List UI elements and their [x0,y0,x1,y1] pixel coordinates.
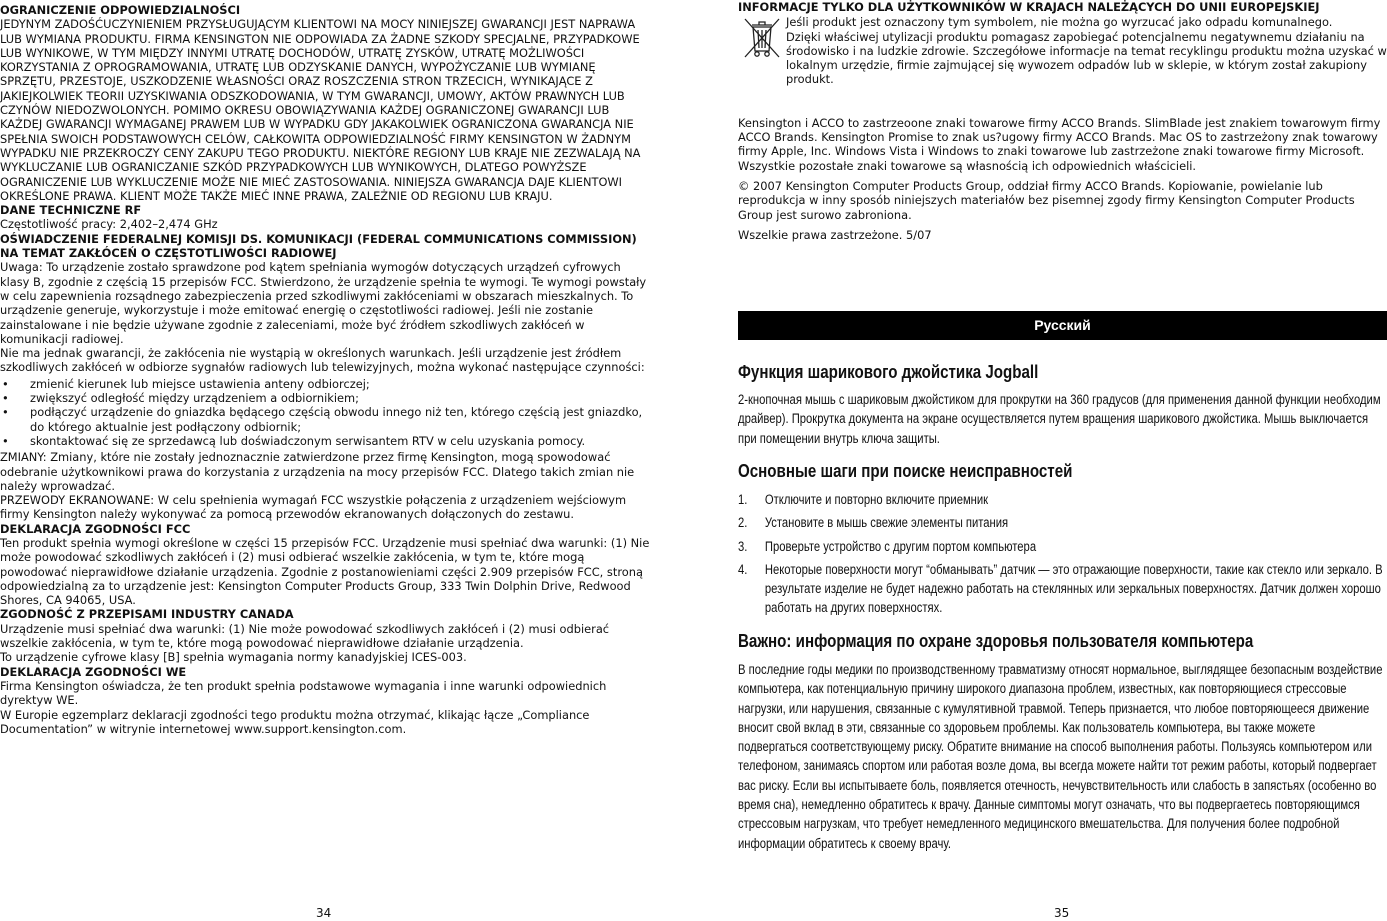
right-page [738,0,1387,921]
step-number: 2. [738,515,748,531]
step-number: 1. [738,492,748,507]
fcc-paragraph-cables: PRZEWODY EKRANOWANE: W celu spełnienia wymagań FCC wszystkie połączenia z urządzeniem wejściowym firmy Kensington należy wykonywać za pomocą przewodów ekranowanych dołączonych do zestawu. [0,493,627,522]
rf-text: Częstotliwość pracy: 2,402–2,474 GHz [0,217,218,232]
list-item: • podłączyć urządzenie do gniazdka będącego częścią obwodu innego niż ten, którego częścią jest gniazdko, do którego aktualnie jest podłączony odbiornik; [0,405,652,434]
crossed-bin-icon [742,15,782,61]
ru-heading-troubleshooting: Основные шаги при поиске неисправностей [738,461,1073,481]
section-title-liability: OGRANICZENIE ODPOWIEDZIALNOŚCI [0,3,241,17]
ru-steps-list [738,490,1385,618]
ru-steps-block [738,490,1385,622]
weee-title: INFORMACJE TYLKO DLA UŻYTKOWNIKÓW W KRAJACH NALEŻĄCYCH DO UNII EUROPEJSKIEJ [738,0,1320,14]
trademarks-text: Kensington i ACCO to zastrzeoone znaki towarowe firmy ACCO Brands. SlimBlade jest znakiem towarowym firmy ACCO Brands. Kensington Promise to znak us?ugowy firmy ACCO Brands. Mac OS to zastrzeżony znak towarowy firmy Apple, Inc. Windows Vista i Windows to znaki towarowe lub zastrzeżone znaki towarowe firmy Microsoft. Wszystkie pozostałe znaki towarowe są własnością ich odpowiednich właścicieli. [738,115,1381,173]
industry-canada-text-2: To urządzenie cyfrowe klasy [B] spełnia wymagania normy kanadyjskiej ICES-003. [0,650,467,665]
section-title-fcc-statement: OŚWIADCZENIE FEDERALNEJ KOMISJI DS. KOMUNIKACJI (FEDERAL COMMUNICATIONS COMMISSION) NA TEMAT ZAKŁÓCEŃ O CZĘSTOTLIWOŚCI RADIOWEJ [0,231,637,261]
fcc-paragraph-1: Uwaga: To urządzenie zostało sprawdzone pod kątem spełniania wymogów dotyczących urządzeń cyfrowych klasy B, zgodnie z częścią 15 przepisów FCC. Stwierdzono, że urządzenie spełnia te wymogi. Te wymogi powstały w celu zapewnienia rozsądnego zabezpieczenia przed szkodliwymi zakłóceniami w obszarach mieszkalnych. To urządzenie generuje, wykorzystuje i może emitować energię o częstotliwości radiowej. Jeśli nie zostanie zainstalowane i nie będzie używane zgodnie z zaleceniami, może być źródłem szkodliwych zakłóceń w komunikacji radiowej. [0,260,647,346]
step-text: Некоторые поверхности могут “обманывать” датчик — это отражающие поверхности, такие как стекло или зеркало. В результате изделие не будет надежно работать на стеклянных или зеркальных поверхностях. Датчик должен хорошо работать на других поверхностях. [764,561,1383,616]
step-number: 3. [738,538,748,554]
fcc-paragraph-2: Nie ma jednak gwarancji, że zakłócenia nie wystąpią w określonych warunkach. Jeśli urządzenie jest źródłem szkodliwych zakłóceń w odbiorze sygnałów radiowych lub telewizyjnych, można wykonać następujące czynności: [0,346,645,375]
section-title-ce-declaration: DEKLARACJA ZGODNOŚCI WE [0,664,187,679]
list-item [738,560,1385,618]
industry-canada-text-1: Urządzenie musi spełniać dwa warunki: (1) Nie może powodować szkodliwych zakłóceń i (2) musi odbierać wszelkie zakłócenia, w tym te, które mogą powodować nieprawidłowe działanie urządzenia. [0,621,610,651]
fcc-declaration-text: Ten produkt spełnia wymogi określone w części 15 przepisów FCC. Urządzenie musi spełniać dwa warunki: (1) Nie może powodować szkodliwych zakłóceń i (2) musi odbierać wszelkie zakłócenia, w tym te, które mogą powodować nieprawidłowe działanie urządzenia. Zgodnie z postanowieniami części 2.909 przepisów FCC, stroną odpowiedzialną za to urządzenie jest: Kensington Computer Products Group, 333 Twin Dolphin Drive, Redwood Shores, CA 94065, USA. [0,535,650,608]
ru-jogball-text: 2-кнопочная мышь с шариковым джойстиком для прокрутки на 360 градусов (для применения данной функции необходим драйвер). Прокрутка документа на экране осуществляется путем вращения шарикового джойстика. Мышь выключается при помещении внутрь ключа защиты. [738,392,1381,446]
section-title-rf: DANE TECHNICZNE RF [0,203,142,218]
step-text: Проверьте устройство с другим портом компьютера [764,538,1037,554]
language-header-bar: Русский [738,311,1387,340]
list-item: • zwiększyć odległość między urządzeniem a odbiornikiem; [0,391,652,405]
ce-declaration-text-2: W Europie egzemplarz deklaracji zgodności tego produktu można otrzymać, klikając łącze „Compliance Documentation” w witrynie internetowej www.support.kensington.com. [0,707,590,736]
weee-text-2: Dzięki właściwej utylizacji produktu pomagasz zapobiegać potencjalnemu negatywnemu działaniu na środowisko i na ludzkie zdrowie. Szczegółowe informacje na temat recyklingu produktu można uzyskać w lokalnym urzędzie, firmie zajmującej się wywozem odpadów lub w sklepie, w którym został zakupiony produkt. [786,29,1387,87]
rights-text: Wszelkie prawa zastrzeżone. 5/07 [738,227,932,242]
copyright-text: © 2007 Kensington Computer Products Group, oddział firmy ACCO Brands. Kopiowanie, powielanie lub reprodukcja w inny sposób niniejszych materiałów bez pisemnej zgody firmy Kensington Computer Products Group jest surowo zabroniona. [738,178,1355,222]
list-item [738,537,1385,556]
ru-heading-jogball: Функция шарикового джойстика Jogball [738,362,1039,382]
list-item [738,513,1385,532]
section-title-fcc-declaration: DEKLARACJA ZGODNOŚCI FCC [0,521,191,536]
weee-text-1: Jeśli produkt jest oznaczony tym symbolem, nie można go wyrzucać jako odpadu komunalnego. [786,15,1333,30]
list-item [738,490,1385,509]
list-item: • zmienić kierunek lub miejsce ustawienia anteny odbiorczej; [0,377,652,391]
step-number: 4. [738,561,748,577]
weee-block [738,15,1387,86]
ru-heading-health: Важно: информация по охране здоровья пользователя компьютера [738,631,1254,651]
left-page [0,0,652,736]
liability-text: JEDYNYM ZADOŚĆUCZYNIENIEM PRZYSŁUGUJĄCYM KLIENTOWI NA MOCY NINIEJSZEJ GWARANCJI JEST NAPRAWA LUB WYMIANA PRODUKTU. FIRMA KENSINGTON NIE ODPOWIADA ZA ŻADNE SZKODY SPECJALNE, PRZYPADKOWE LUB WYNIKOWE, W TYM MIĘDZY INNYMI UTRATĘ DOCHODÓW, UTRATĘ ZYSKÓW, UTRATĘ MOŻLIWOŚCI KORZYSTANIA Z OPROGRAMOWANIA, UTRATĘ LUB ODZYSKANIE DANYCH, WYPOŻYCZANIE LUB WYMIANĘ SPRZĘTU, PRZESTOJE, USZKODZENIE WŁASNOŚCI ORAZ ROSZCZENIA STRON TRZECICH, WYNIKAJĄCE Z JAKIEJKOLWIEK TEORII UZYSKIWANIA ODSZKODOWANIA, W TYM GWARANCJI, UMOWY, AKTÓW PRAWNYCH LUB CZYNÓW NIEDOZWOLONYCH. POMIMO OKRESU OBOWIĄZYWANIA KAŻDEJ OGRANICZONEJ GWARANCJI LUB KAŻDEJ GWARANCJI WYMAGANEJ PRAWEM LUB W WYPADKU GDY JAKAKOLWIEK OGRANICZONA GWARANCJA NIE SPEŁNIA SWOICH PODSTAWOWYCH CELÓW, CAŁKOWITA ODPOWIEDZIALNOŚĆ FIRMY KENSINGTON W ŻADNYM WYPADKU NIE PRZEKROCZY CENY ZAKUPU TEGO PRODUKTU. NIEKTÓRE REGIONY LUB KRAJE NIE ZEZWALAJĄ NA WYKLUCZANIE LUB OGRANICZANIE SZKÓD PRZYPADKOWYCH LUB WYNIKOWYCH, DLATEGO POWYŻSZE OGRANICZENIE LUB WYKLUCZENIE MOŻE NIE MIEĆ ZASTOSOWANIA. NINIEJSZA GWARANCJA DAJE KLIENTOWI OKREŚLONE PRAWA. KLIENT MOŻE TAKŻE MIEĆ INNE PRAWA, ZALEŻNIE OD REGIONU LUB KRAJU. [0,17,641,203]
page-number-left: 34 [316,906,332,920]
page-number-right: 35 [1054,906,1070,920]
section-title-industry-canada: ZGODNOŚĆ Z PRZEPISAMI INDUSTRY CANADA [0,607,294,622]
fcc-paragraph-changes: ZMIANY: Zmiany, które nie zostały jednoznacznie zatwierdzone przez firmę Kensington, mogą spowodować odebranie użytkownikowi prawa do korzystania z urządzenia na mocy przepisów FCC. Dlatego takich zmian nie należy wprowadzać. [0,450,635,493]
step-text: Отключите и повторно включите приемник [764,492,989,507]
ce-declaration-text-1: Firma Kensington oświadcza, że ten produkt spełnia podstawowe wymagania i inne warunki odpowiednich dyrektyw WE. [0,678,607,708]
fcc-bullet-list [0,377,652,448]
ru-health-text: В последние годы медики по производственному травматизму относят нормальное, выглядящее безопасным воздействие компьютера, как потенциальную причину широкого диапазона проблем, известных, как повторяющиеся стрессовые нагрузки, или нарушения, связанные с кумулятивной травмой. Теперь признается, что любое повторяющееся движение вносит свой вклад в эти, связанные со здоровьем проблемы. Как пользователь компьютера, вы также можете подвергаться соответствующему риску. Обратите внимание на способ выполнения работы. Пользуясь компьютером или телефоном, занимаясь спортом или работая возле дома, вы всегда можете найти тот режим работы, который подвергает вас риску. Если вы испытываете боль, появляется отечность, нечувствительность или слабость в запястьях (особенно во время сна), немедленно обратитесь к врачу. Данные симптомы могут означать, что вы подвергаетесь повторяющимся стрессовым нагрузкам, что требует немедленного медицинского вмешательства. Для получения более подробной информации обратитесь к своему врачу. [738,662,1383,851]
step-text: Установите в мышь свежие элементы питания [764,515,1009,531]
list-item: • skontaktować się ze sprzedawcą lub doświadczonym serwisantem RTV w celu uzyskania pomocy. [0,434,652,448]
